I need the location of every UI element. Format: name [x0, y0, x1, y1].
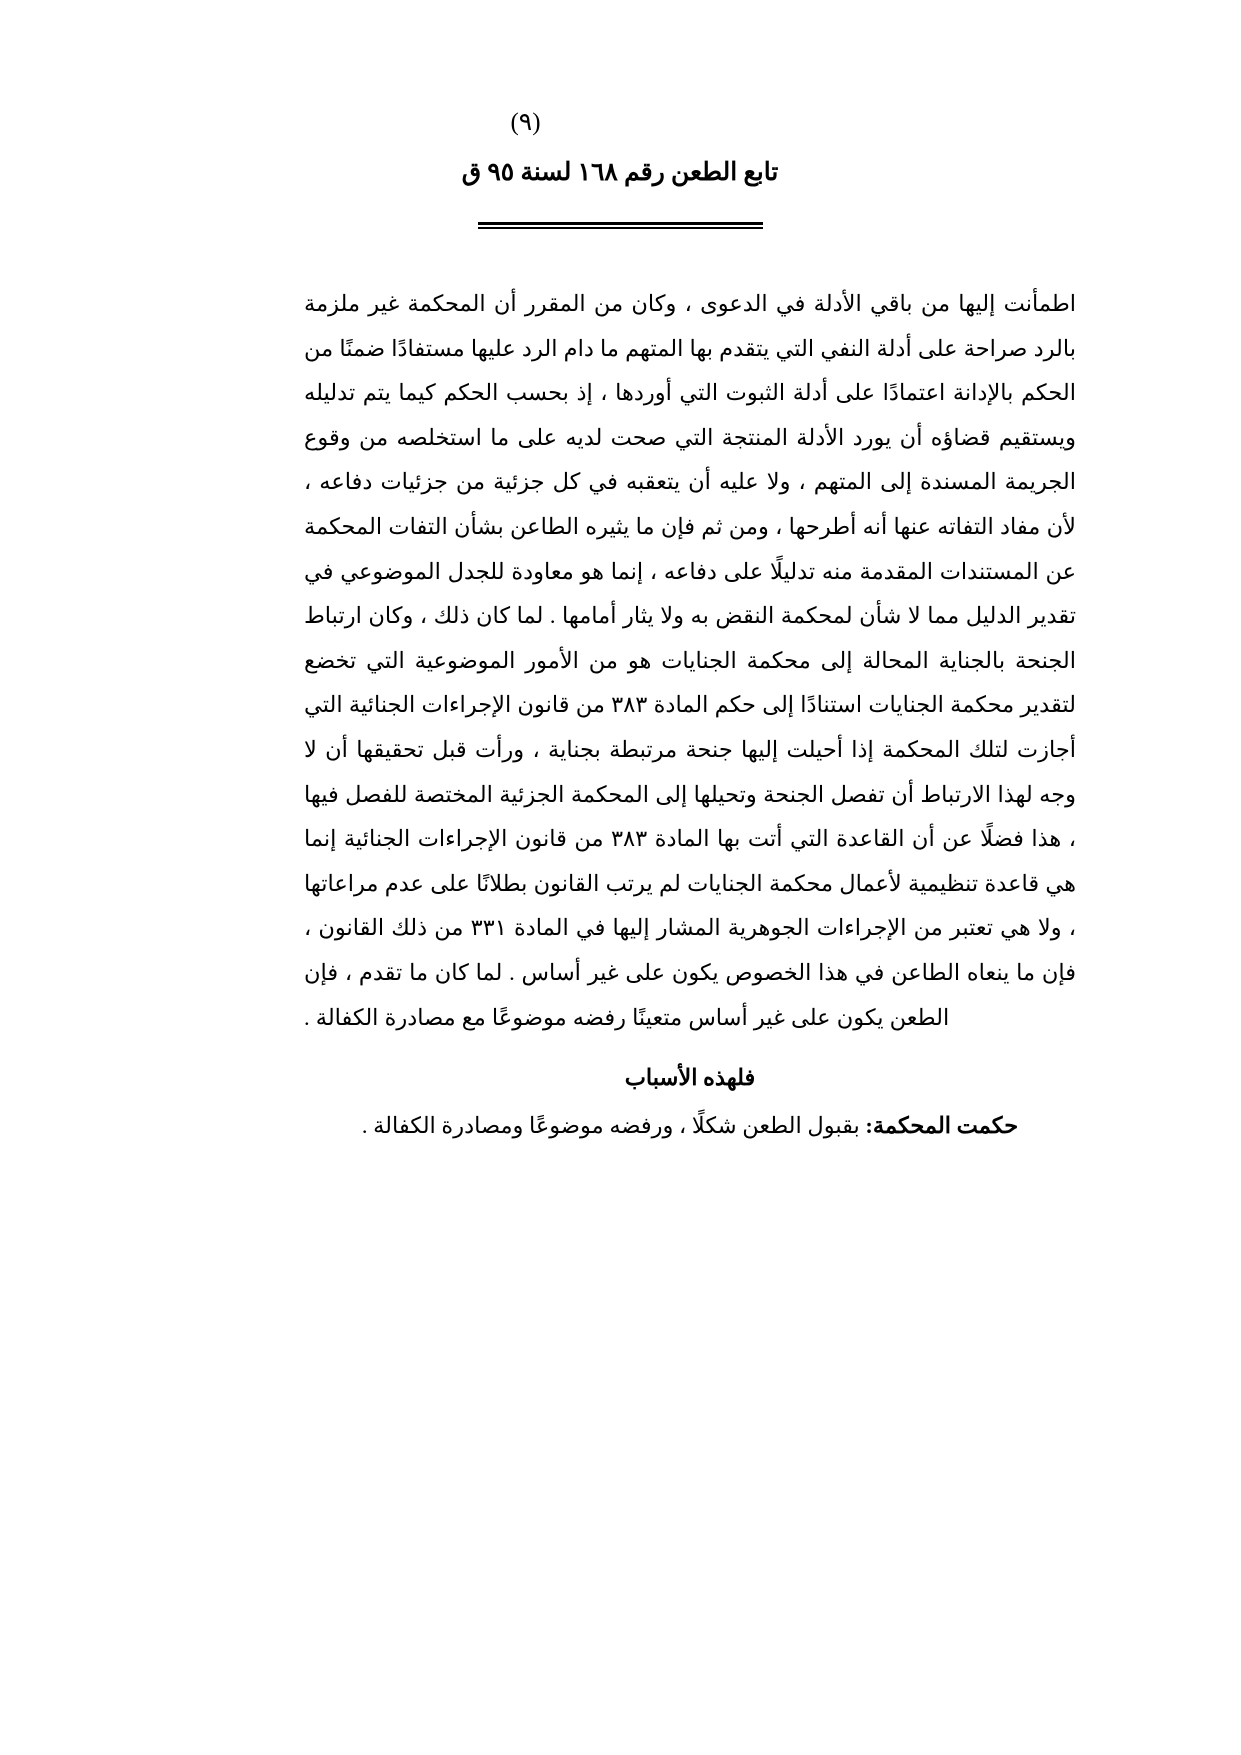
rule-line-bottom — [478, 227, 763, 229]
section-heading-reasons: فلهذه الأسباب — [624, 1065, 756, 1091]
double-rule — [478, 222, 763, 229]
header-divider — [305, 222, 935, 229]
verdict-line — [304, 1106, 1076, 1146]
verdict-text: بقبول الطعن شكلًا ، ورفضه موضوعًا ومصادرة الكفالة . — [361, 1113, 866, 1139]
main-paragraph: اطمأنت إليها من باقي الأدلة في الدعوى ، وكان من المقرر أن المحكمة غير ملزمة بالرد صراحة على أدلة النفي التي يتقدم بها المتهم ما دام الرد عليها مستفادًا ضمنًا من الحكم بالإدانة اعتمادًا على أدلة الثبوت التي أوردها ، إذ بحسب الحكم كيما يتم تدليله ويستقيم قضاؤه أن يورد الأدلة المنتجة التي صحت لديه على ما استخلصه من وقوع الجريمة المسندة إلى المتهم ، ولا عليه أن يتعقبه في كل جزئية من جزئيات دفاعه ، لأن مفاد التفاته عنها أنه أطرحها ، ومن ثم فإن ما يثيره الطاعن بشأن التفات المحكمة عن المستندات المقدمة منه تدليلًا على دفاعه ، إنما هو معاودة للجدل الموضوعي في تقدير الدليل مما لا شأن لمحكمة النقض به ولا يثار أمامها . لما كان ذلك ، وكان ارتباط الجنحة بالجناية المحالة إلى محكمة الجنايات هو من الأمور الموضوعية التي تخضع لتقدير محكمة الجنايات استنادًا إلى حكم المادة ٣٨٣ من قانون الإجراءات الجنائية التي أجازت لتلك المحكمة إذا أحيلت إليها جنحة مرتبطة بجناية ، ورأت قبل تحقيقها أن لا وجه لهذا الارتباط أن تفصل الجنحة وتحيلها إلى المحكمة الجزئية المختصة للفصل فيها ، هذا فضلًا عن أن القاعدة التي أتت بها المادة ٣٨٣ من قانون الإجراءات الجنائية إنما هي قاعدة تنظيمية لأعمال محكمة الجنايات لم يرتب القانون بطلانًا على عدم مراعاتها ، ولا هي تعتبر من الإجراءات الجوهرية المشار إليها في المادة ٣٣١ من ذلك القانون ، فإن ما ينعاه الطاعن في هذا الخصوص يكون على غير أساس . لما كان ما تقدم ، فإن الطعن يكون على غير أساس متعينًا رفضه موضوعًا مع مصادرة الكفالة . — [304, 291, 1076, 1030]
page-number — [0, 110, 1241, 135]
verdict-label: حكمت المحكمة: — [865, 1113, 1019, 1139]
page-number-text: (٩) — [510, 109, 541, 136]
document-title: تابع الطعن رقم ١٦٨ لسنة ٩٥ ق — [461, 159, 779, 186]
document-body — [304, 282, 1076, 1146]
